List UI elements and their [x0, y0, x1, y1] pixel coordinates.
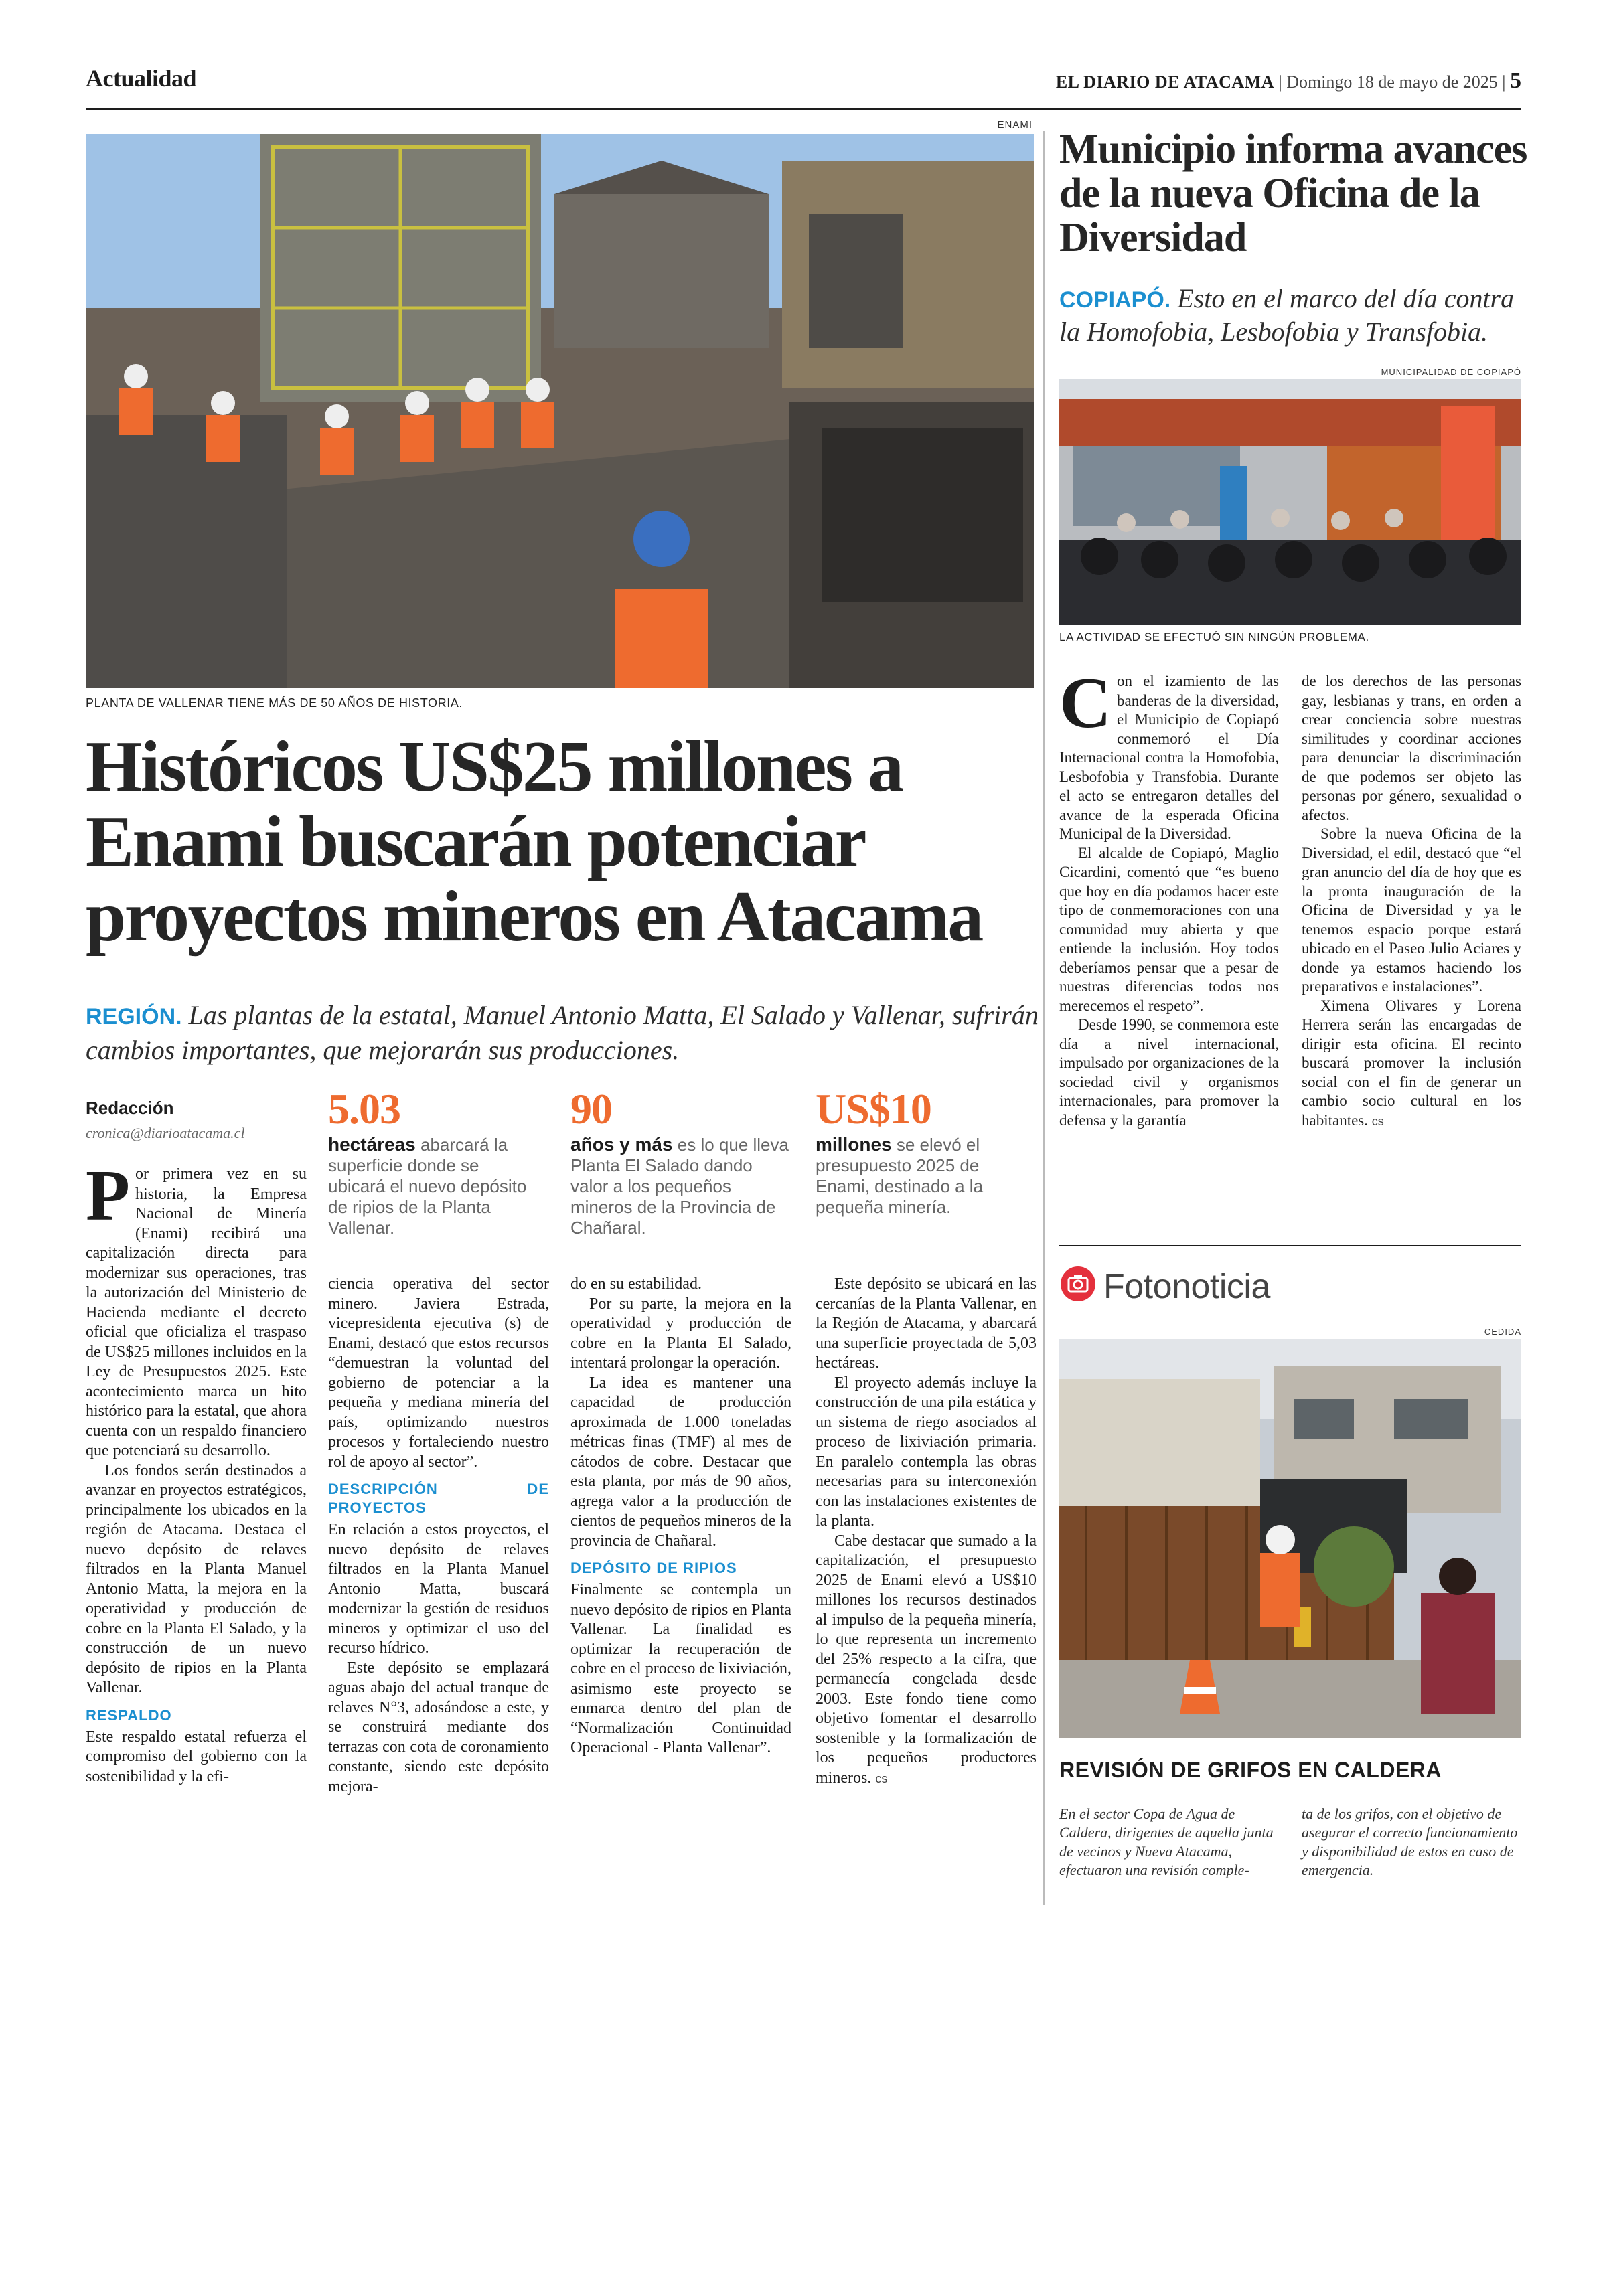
fotonoticia-photo-credit: CEDIDA: [1484, 1327, 1521, 1337]
paragraph: Desde 1990, se conmemora este día a nivel internacional, impulsado por organizaciones de la sociedad civil y organismos internacionales, para promover la defensa y la garantía: [1059, 1016, 1279, 1129]
stat-number: US$10: [816, 1085, 931, 1133]
side-photo: [1059, 379, 1521, 625]
main-photo-caption: PLANTA DE VALLENAR TIENE MÁS DE 50 AÑOS DE HISTORIA.: [86, 696, 463, 710]
byline: Redacción: [86, 1098, 174, 1118]
stat-block: [328, 1084, 529, 1238]
camera-icon: [1061, 1266, 1095, 1301]
fotonoticia-photo: [1059, 1339, 1521, 1738]
header-rule: [86, 108, 1521, 110]
paragraph-text: Cabe destacar que sumado a la capitalización, el presupuesto 2025 de Enami elevó a US$10 millones los recursos destinados al impulso de la pequeña minería, lo que representa un incremento del 25% respecto a la cifra, que permanecía congelada desde 2003. Este fondo tiene como objetivo fomentar el desarrollo sostenible y la formalización de los pequeños productores mineros.: [816, 1532, 1037, 1787]
paragraph: El alcalde de Copiapó, Maglio Cicardini, comentó que “es bueno que hoy en día podamos hacer este tipo de conmemoraciones con una comunidad muy abierta y que entiende la inclusión. Hoy todos deberíamos pensar que a pesar de nuestras diferencias todos nos merecemos el respeto”.: [1059, 844, 1279, 1014]
page-header-info: [1056, 68, 1521, 94]
paragraph: Por su parte, la mejora en la operatividad y producción de cobre en la Planta El Salado, intentará prolongar la operación.: [570, 1295, 791, 1372]
main-column-4: [816, 1275, 1037, 1789]
subhead-respaldo: RESPALDO: [86, 1706, 172, 1724]
stat-keyword: años y más: [570, 1134, 673, 1155]
stat-block: [816, 1084, 1037, 1218]
paragraph: Este respaldo estatal refuerza el compromiso del gobierno con la sostenibilidad y la efi-: [86, 1728, 307, 1785]
subhead-descripcion: DESCRIPCIÓN DE PROYECTOS: [328, 1481, 549, 1516]
paragraph: La idea es mantener una capacidad de producción aproximada de 1.000 toneladas métricas finas (TMF) al mes de cátodos de cobre. Destacar que esta planta, por más de 90 años, agrega valor a la producción de cientos de pequeños mineros de la provincia de Chañaral.: [570, 1374, 791, 1550]
stat-keyword: millones: [816, 1134, 892, 1155]
issue-date: Domingo 18 de mayo de 2025: [1286, 72, 1498, 92]
street-hydrant-illustration: [1059, 1339, 1521, 1738]
page-number: 5: [1510, 68, 1521, 93]
paragraph-text: Ximena Olivares y Lorena Herrera serán las encargadas de dirigir esta oficina. El recinto buscará promover la inclusión social con el fin de generar un cambio socio cultural en los habitantes.: [1302, 997, 1521, 1129]
camera-glyph: [1061, 1266, 1095, 1301]
paragraph: El proyecto además incluye la construcción de una pila estática y un sistema de riego asociados al proceso de lixiviación primaria. En paralelo contempla las obras necesarias para su interconexión con las instalaciones existentes de la planta.: [816, 1374, 1037, 1530]
drop-cap: C: [1059, 663, 1112, 743]
main-photo: [86, 134, 1034, 688]
fotonoticia-text-col1: En el sector Copa de Agua de Caldera, dirigentes de aquella junta de vecinos y Nueva Atacama, efectuaron una revisión comple-: [1059, 1805, 1274, 1878]
side-lede-tag: COPIAPÓ.: [1059, 287, 1171, 313]
main-headline: Históricos US$25 millones a Enami buscarán potenciar proyectos mineros en Atacama: [86, 727, 982, 957]
paragraph: do en su estabilidad.: [570, 1275, 702, 1293]
side-lede-text: Esto en el marco del día contra la Homofobia, Lesbofobia y Transfobia.: [1059, 283, 1515, 347]
stat-text: es lo que lleva Planta El Salado dando valor a los pequeños mineros de la Provincia de Chañaral.: [570, 1135, 789, 1238]
ceremony-illustration: [1059, 379, 1521, 625]
main-column-3: [570, 1275, 791, 1758]
paragraph: Finalmente se contempla un nuevo depósito de ripios en Planta Vallenar. La finalidad es optimizar la recuperación de cobre en el proceso de lixiviación, asimismo este proyecto se enmarca dentro del plan de “Normalización Continuidad Operacional - Planta Vallenar”.: [570, 1581, 791, 1756]
main-lede: [86, 999, 1050, 1067]
stat-description: [816, 1134, 1037, 1218]
paragraph: Este depósito se emplazará aguas abajo del actual tranque de relaves N°3, adosándose a este, y se construirá mediante dos terrazas con cota de coronamiento constante, siendo este depósito mejora-: [328, 1659, 549, 1795]
main-photo-credit: ENAMI: [997, 119, 1032, 131]
paragraph: [1302, 997, 1521, 1131]
main-lede-tag: REGIÓN.: [86, 1004, 182, 1030]
fotonoticia-text-col2: ta de los grifos, con el objetivo de asegurar el correcto funcionamiento y disponibilidad de estos en caso de emergencia.: [1302, 1805, 1518, 1878]
paragraph: de los derechos de las personas gay, lesbianas y trans, en orden a crear conciencia sobre nuestras similitudes y coordinar acciones para denunciar la discriminación de que podemos ser objeto las personas por género, sexualidad o afectos.: [1302, 673, 1521, 823]
paragraph: on el izamiento de las banderas de la diversidad, el Municipio de Copiapó conmemoró el Día Internacional contra la Homofobia, Lesbofobia y Transfobia. Durante el acto se entregaron detalles del avance de la esperada Oficina Municipal de la Diversidad.: [1059, 673, 1279, 842]
side-column-2: [1302, 672, 1521, 1131]
side-column-1: [1059, 663, 1279, 1130]
main-column-2: [328, 1275, 549, 1797]
newspaper-name: EL DIARIO DE ATACAMA: [1055, 72, 1274, 92]
issue-date-separator: |: [1278, 72, 1287, 92]
side-photo-caption: LA ACTIVIDAD SE EFECTUÓ SIN NINGÚN PROBLEMA.: [1059, 631, 1369, 643]
subhead-deposito: DEPÓSITO DE RIPIOS: [570, 1560, 737, 1576]
end-mark: cs: [1371, 1114, 1384, 1128]
fotonoticia-rule: [1059, 1245, 1521, 1246]
mining-plant-illustration: [86, 134, 1034, 688]
paragraph: or primera vez en su historia, la Empresa Nacional de Minería (Enami) recibirá una capitalización directa para modernizar sus operaciones, tras la autorización del Ministerio de Hacienda mediante el decreto oficial que oficializa el traspaso de US$25 millones incluidos en la Ley de Presupuestos 2025. Este acontecimiento marca un hito histórico para la estatal, que ahora cuenta con un respaldo financiero que potenciará su desarrollo.: [86, 1165, 307, 1459]
stat-text: se elevó el presupuesto 2025 de Enami, destinado a la pequeña minería.: [816, 1135, 984, 1217]
stat-description: [570, 1134, 791, 1238]
paragraph: [816, 1532, 1037, 1789]
stat-description: [328, 1134, 529, 1238]
paragraph: Este depósito se ubicará en las cercanías de la Planta Vallenar, en la Región de Atacama, y abarcará una superficie proyectada de 5,03 hectáreas.: [816, 1275, 1037, 1372]
stat-keyword: hectáreas: [328, 1134, 416, 1155]
paragraph: Sobre la nueva Oficina de la Diversidad, el edil, destacó que “el gran anuncio del día de hoy que es la pronta inauguración de la Oficina de Diversidad y ya le tenemos espacio porque estará ubicado en el Paseo Julio Aciares y donde ya estamos haciendo los preparativos e instalaciones”.: [1302, 825, 1521, 995]
stat-number: 5.03: [328, 1085, 400, 1133]
stat-text: abarcará la superficie donde se ubicará el nuevo depósito de ripios de la Planta Vallenar.: [328, 1135, 527, 1238]
paragraph: ciencia operativa del sector minero. Javiera Estrada, vicepresidenta ejecutiva (s) de Enami, destacó que estos recursos “demuestran la voluntad del gobierno de potenciar a la pequeña y mediana minería del país, optimizando nuestros procesos y fortaleciendo nuestro rol de apoyo al sector”.: [328, 1275, 549, 1471]
drop-cap: P: [86, 1156, 130, 1236]
fotonoticia-title: REVISIÓN DE GRIFOS EN CALDERA: [1059, 1758, 1442, 1782]
byline-email[interactable]: cronica@diarioatacama.cl: [86, 1125, 245, 1141]
paragraph: Los fondos serán destinados a avanzar en proyectos estratégicos, principalmente los ubicados en la región de Atacama. Destaca el nuevo depósito de relaves filtrados en la Planta Manuel Antonio Matta, la mejora en la operatividad y producción de cobre en la Planta El Salado, y la construcción de un nuevo depósito de ripios en la Planta Vallenar.: [86, 1461, 307, 1696]
main-column-1: [86, 1156, 307, 1787]
paragraph: En relación a estos proyectos, el nuevo depósito de relaves filtrados en la Planta Manuel Antonio Matta, buscará modernizar la gestión de residuos mineros y optimizar el uso del recurso hídrico.: [328, 1521, 549, 1657]
stat-number: 90: [570, 1085, 612, 1133]
section-label: Actualidad: [86, 65, 197, 92]
side-lede: [1059, 282, 1528, 348]
side-photo-credit: MUNICIPALIDAD DE COPIAPÓ: [1381, 367, 1521, 377]
page-number-separator: |: [1502, 72, 1510, 92]
end-mark: cs: [875, 1771, 888, 1785]
fotonoticia-label: Fotonoticia: [1103, 1267, 1270, 1306]
main-lede-text: Las plantas de la estatal, Manuel Antonio Matta, El Salado y Vallenar, sufrirán cambios importantes, que mejorarán sus producciones.: [86, 1000, 1039, 1065]
stat-block: [570, 1084, 791, 1238]
side-headline: Municipio informa avances de la nueva Oficina de la Diversidad: [1059, 127, 1527, 260]
